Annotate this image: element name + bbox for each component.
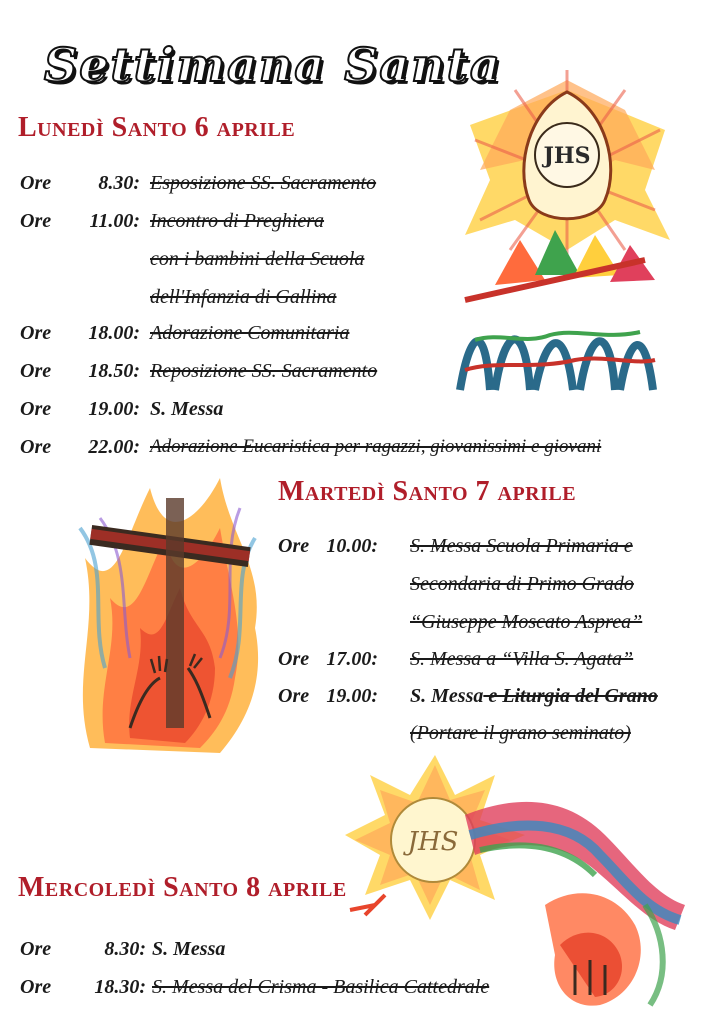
event-time: 17.00: bbox=[326, 648, 378, 670]
flame-cross-illustration bbox=[70, 478, 270, 760]
event-text: Reposizione SS. Sacramento bbox=[150, 360, 378, 382]
day-heading-tuesday: Martedì Santo 7 aprile bbox=[278, 476, 577, 507]
event-row bbox=[278, 535, 718, 561]
event-label: Ore bbox=[20, 360, 52, 382]
event-time: 10.00: bbox=[326, 535, 378, 557]
event-time: 22.00: bbox=[88, 436, 140, 458]
event-label: Ore bbox=[20, 938, 52, 960]
event-text: Secondaria di Primo Grado bbox=[410, 573, 634, 595]
event-text: S. Messa bbox=[410, 685, 484, 707]
event-text-struck: e Liturgia del Grano bbox=[483, 685, 658, 707]
event-time: 11.00: bbox=[89, 210, 140, 232]
monogram-text: JHS bbox=[407, 827, 459, 857]
monogram-text: JHS bbox=[543, 143, 591, 169]
event-label: Ore bbox=[20, 322, 52, 344]
event-note bbox=[278, 722, 718, 748]
event-text: S. Messa Scuola Primaria e bbox=[410, 535, 633, 557]
event-label: Ore bbox=[20, 976, 52, 998]
event-text: S. Messa a “Villa S. Agata” bbox=[410, 648, 634, 670]
event-text: S. Messa bbox=[150, 398, 224, 420]
event-time: 8.30: bbox=[104, 938, 146, 960]
event-text: Incontro di Preghiera bbox=[150, 210, 325, 232]
day-heading-monday: Lunedì Santo 6 aprile bbox=[18, 112, 296, 143]
page-title: Settimana Santa bbox=[44, 38, 502, 92]
event-row-continued bbox=[278, 611, 718, 637]
event-row bbox=[278, 685, 718, 711]
event-time: 18.00: bbox=[88, 322, 140, 344]
event-text: Esposizione SS. Sacramento bbox=[150, 172, 377, 194]
event-label: Ore bbox=[20, 436, 52, 458]
event-row bbox=[20, 436, 720, 462]
event-time: 18.50: bbox=[88, 360, 140, 382]
sun-ribbon-illustration bbox=[345, 755, 695, 1017]
event-text: Adorazione Eucaristica per ragazzi, giovanissimi e giovani bbox=[150, 436, 602, 457]
event-row bbox=[278, 648, 718, 674]
event-text: con i bambini della Scuola bbox=[150, 248, 365, 270]
event-label: Ore bbox=[20, 398, 52, 420]
event-time: 18.30: bbox=[94, 976, 146, 998]
event-text: Adorazione Comunitaria bbox=[150, 322, 350, 344]
event-time: 19.00: bbox=[88, 398, 140, 420]
event-text: S. Messa bbox=[152, 938, 226, 960]
event-row-continued bbox=[278, 573, 718, 599]
event-label: Ore bbox=[278, 535, 310, 557]
monstrance-illustration bbox=[455, 70, 680, 400]
event-row bbox=[20, 398, 720, 424]
event-label: Ore bbox=[20, 210, 52, 232]
event-text: “Giuseppe Moscato Asprea” bbox=[410, 611, 643, 633]
event-text: S. Messa del Crisma - Basilica Cattedrale bbox=[152, 976, 490, 998]
event-label: Ore bbox=[20, 172, 52, 194]
event-label: Ore bbox=[278, 648, 310, 670]
event-text: dell'Infanzia di Gallina bbox=[150, 286, 337, 308]
event-label: Ore bbox=[278, 685, 310, 707]
event-time: 8.30: bbox=[98, 172, 140, 194]
event-time: 19.00: bbox=[326, 685, 378, 707]
event-note-text: (Portare il grano seminato) bbox=[410, 722, 631, 744]
day-heading-wednesday: Mercoledì Santo 8 aprile bbox=[18, 872, 347, 903]
